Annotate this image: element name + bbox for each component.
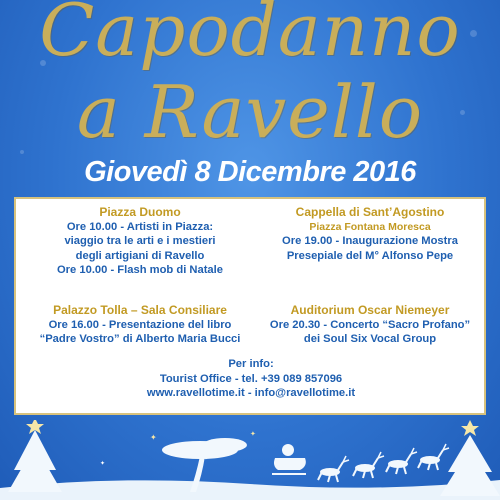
title-line-2: a Ravello: [76, 70, 424, 154]
snow-ground: [0, 480, 500, 500]
event-line: degli artigiani di Ravello: [75, 249, 205, 262]
event-line: Ore 16.00 - Presentazione del libro: [48, 318, 232, 331]
event-line: Ore 20.30 - Concerto “Sacro Profano”: [269, 318, 471, 331]
event-piazza-duomo: [20, 205, 260, 278]
star-icon: ✦: [150, 433, 157, 442]
event-date: Giovedì 8 Dicembre 2016: [84, 156, 416, 188]
event-heading: Piazza Duomo: [99, 205, 181, 219]
reindeer-icon: [353, 452, 384, 478]
event-heading: Palazzo Tolla – Sala Consiliare: [53, 303, 227, 317]
event-cappella: [256, 205, 484, 263]
event-line: dei Soul Six Vocal Group: [303, 333, 437, 345]
snowy-tree-icon: [8, 420, 62, 492]
event-line: Presepiale del M° Alfonso Pepe: [286, 249, 454, 262]
reindeer-icon: [418, 444, 449, 470]
event-line: Ore 10.00 - Flash mob di Natale: [56, 264, 223, 276]
star-icon: ✦: [250, 431, 256, 438]
event-line: Ore 10.00 - Artisti in Piazza:: [66, 220, 214, 233]
info-heading: Per info:: [228, 358, 274, 370]
info-section: [16, 357, 486, 401]
event-auditorium: [256, 303, 484, 347]
event-heading: Auditorium Oscar Niemeyer: [290, 303, 450, 317]
title-line-1: Capodanno: [39, 0, 461, 72]
reindeer-icon: [386, 448, 417, 474]
event-line: “Padre Vostro” di Alberto Maria Bucci: [39, 333, 241, 345]
winter-scene-illustration: [0, 420, 500, 500]
star-icon: ✦: [100, 461, 106, 467]
event-heading: Cappella di Sant’Agostino: [295, 205, 445, 219]
event-palazzo-tolla: [20, 303, 260, 347]
event-line: Ore 19.00 - Inaugurazione Mostra: [282, 235, 458, 247]
info-phone: Tourist Office - tel. +39 089 857096: [159, 372, 343, 385]
santa-sleigh-icon: [272, 444, 306, 474]
reindeer-icon: [318, 456, 349, 482]
event-line: viaggio tra le arti e i mestieri: [64, 235, 216, 247]
event-subheading: Piazza Fontana Moresca: [309, 220, 431, 233]
program-box: [14, 197, 486, 415]
snowy-tree-icon: [440, 420, 500, 496]
info-web-email: www.ravellotime.it - info@ravellotime.it: [146, 387, 356, 399]
